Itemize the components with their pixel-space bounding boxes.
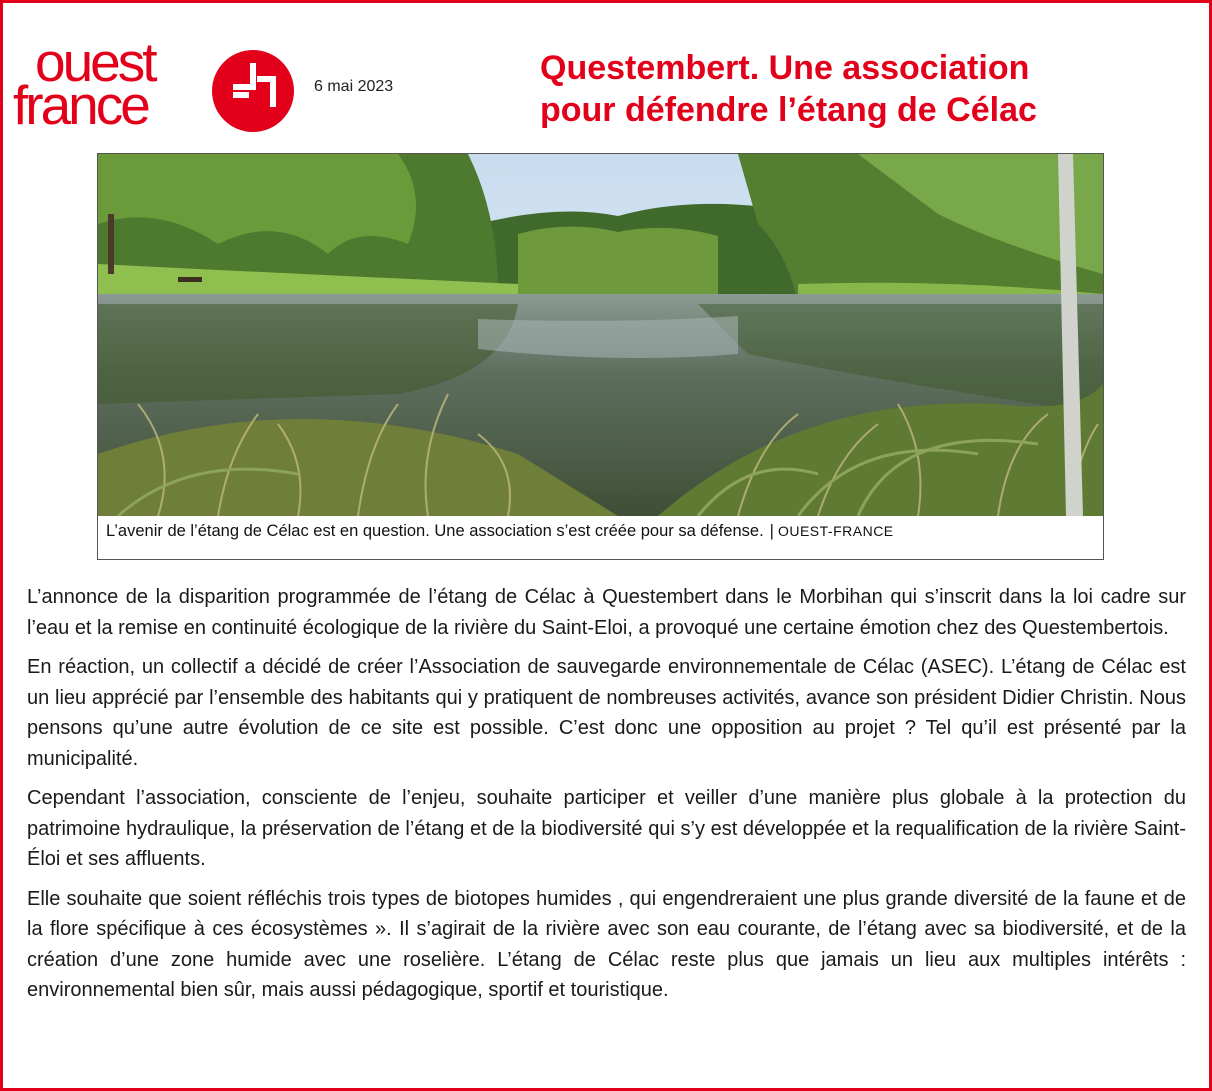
photo-credit: OUEST-FRANCE [777,523,894,539]
headline-line-1: Questembert. Une association [540,49,1030,87]
logo-word-ouest: ouest [35,31,155,93]
headline-line-2: pour défendre l’étang de Célac [540,91,1037,129]
article-body [27,582,1186,1015]
ouest-france-logo [13,31,293,139]
article-paragraph: L’annonce de la disparition programmée de l’étang de Célac à Questembert dans le Morbihan qui s’inscrit dans la loi cadre sur l’eau et la remise en continuité écologique de la rivière du Saint-Eloi, a provoqué une certaine émotion chez des Questembertois. [27,586,1186,639]
logo-disc-icon [211,49,295,133]
photo-figure [97,153,1104,560]
logo-wordmark [13,31,155,136]
caption-text: L’avenir de l’étang de Célac est en question. Une association s’est créée pour sa défense. [106,522,764,540]
caption-separator: | [769,522,774,540]
logo-word-france: france [13,74,148,136]
article-headline [540,47,1160,131]
publication-date: 6 mai 2023 [314,78,394,95]
article-paragraph: En réaction, un collectif a décidé de créer l’Association de sauvegarde environnementale de Célac (ASEC). L’étang de Célac est un lieu apprécié par l’ensemble des habitants qui y pratiquent de nombreuses activités, avance son président Didier Christin. Nous pensons qu’une autre évolution de ce site est possible. C’est donc une opposition au projet ? Tel qu’il est présenté par la municipalité. [27,656,1186,770]
lake-photo [98,154,1103,516]
article-paragraph: Cependant l’association, consciente de l’enjeu, souhaite participer et veiller d’une manière plus globale à la protection du patrimoine hydraulique, la préservation de l’étang et de la biodiversité qui s’y est développée et la requalification de la rivière Saint-Éloi et ses affluents. [27,787,1186,870]
photo-caption [106,522,894,541]
article-paragraph: Elle souhaite que soient réfléchis trois types de biotopes humides , qui engendreraient une plus grande diversité de la faune et de la flore spécifique à ces écosystèmes ». Il s’agirait de la rivière avec son eau courante, de l’étang avec sa biodiversité, et de la création d’une zone humide avec une roselière. L’étang de Célac reste plus que jamais un lieu aux multiples intérêts : environnemental bien sûr, mais aussi pédagogique, sportif et touristique. [27,887,1186,1001]
